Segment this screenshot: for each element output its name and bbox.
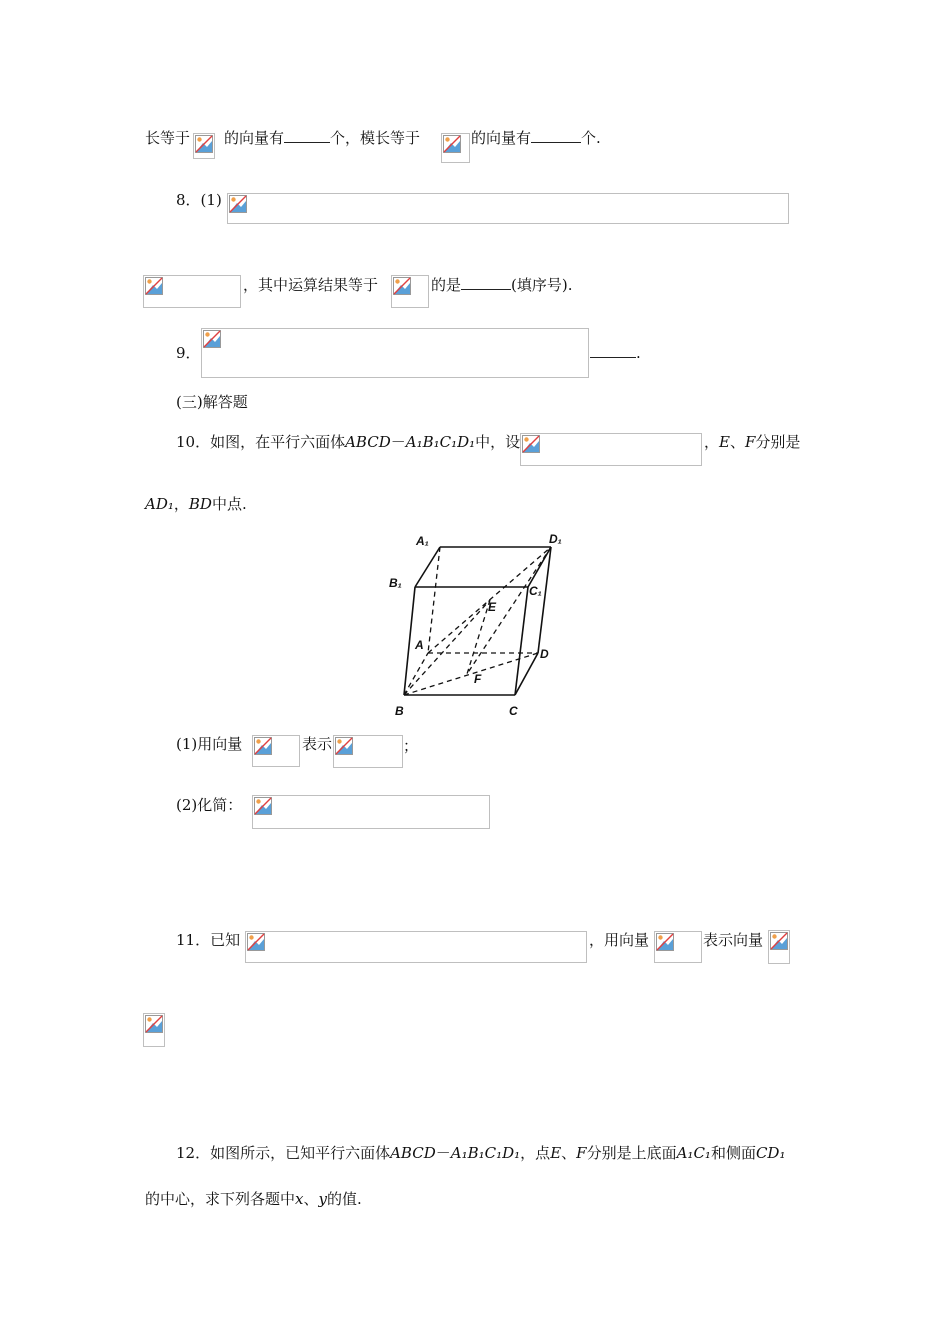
- line-12: 12．如图所示，已知平行六面体ABCD－A₁B₁C₁D₁，点E、F分别是上底面A₁C₁和侧面CD₁: [176, 1144, 786, 1162]
- section-heading: (三)解答题: [176, 393, 248, 411]
- fill-blank: [590, 343, 636, 358]
- label-f: F: [474, 672, 482, 686]
- broken-image-icon: [245, 931, 587, 963]
- broken-image-icon: [193, 133, 215, 159]
- label-a1: A₁: [416, 534, 429, 548]
- broken-image-icon: [654, 931, 702, 963]
- broken-image-icon: [227, 193, 789, 224]
- question-1: (1)用向量: [176, 735, 243, 753]
- broken-image-icon: [252, 735, 300, 767]
- line-11-mid: ，用向量: [589, 931, 650, 949]
- line-7-end: 的向量有 个.: [471, 129, 601, 147]
- label-a: A: [415, 638, 424, 652]
- label-e: E: [488, 600, 497, 614]
- broken-image-icon: [143, 1013, 165, 1047]
- label-d: D: [540, 647, 549, 661]
- question-1-mid: 表示: [302, 735, 333, 753]
- line-10-end: ，E、F分别是: [704, 433, 801, 451]
- line-9-end: .: [590, 343, 641, 363]
- line-9: 9．: [176, 344, 201, 362]
- edge-c1-c: [515, 587, 528, 695]
- broken-image-icon: [201, 328, 589, 378]
- line-7: 长等于: [145, 129, 191, 147]
- question-1-end: ；: [403, 737, 419, 755]
- broken-image-icon: [441, 133, 470, 163]
- question-2: (2)化简：: [176, 796, 243, 814]
- line-8b-cont: 的是 (填序号).: [431, 276, 573, 294]
- fill-blank: [284, 128, 330, 143]
- line-8b: ，其中运算结果等于: [243, 276, 379, 294]
- edge-a1-b1: [415, 547, 440, 587]
- line-8: 8．(1): [176, 191, 222, 209]
- line-10: 10．如图，在平行六面体ABCD－A₁B₁C₁D₁中，设: [176, 433, 521, 451]
- line-11-end: 表示向量: [703, 931, 764, 949]
- line-7-cont: 的向量有 个，模长等于: [224, 129, 421, 147]
- label-b: B: [395, 704, 404, 718]
- line-12b: 的中心，求下列各题中x、y的值.: [145, 1190, 362, 1208]
- fill-blank: [461, 275, 511, 290]
- label-c1: C₁: [529, 584, 542, 598]
- line-11: 11．已知: [176, 931, 241, 949]
- label-d1: D₁: [549, 532, 562, 546]
- segment-d1-f: [467, 547, 551, 674]
- parallelepiped-figure: [380, 525, 570, 725]
- label-b1: B₁: [389, 576, 402, 590]
- label-c: C: [509, 704, 518, 718]
- broken-image-icon: [143, 275, 241, 308]
- broken-image-icon: [768, 930, 790, 964]
- broken-image-icon: [333, 735, 403, 768]
- broken-image-icon: [520, 433, 702, 466]
- segment-e-f: [467, 600, 490, 674]
- broken-image-icon: [252, 795, 490, 829]
- broken-image-icon: [391, 275, 429, 308]
- fill-blank: [531, 128, 581, 143]
- line-10b: AD₁，BD中点.: [145, 495, 247, 513]
